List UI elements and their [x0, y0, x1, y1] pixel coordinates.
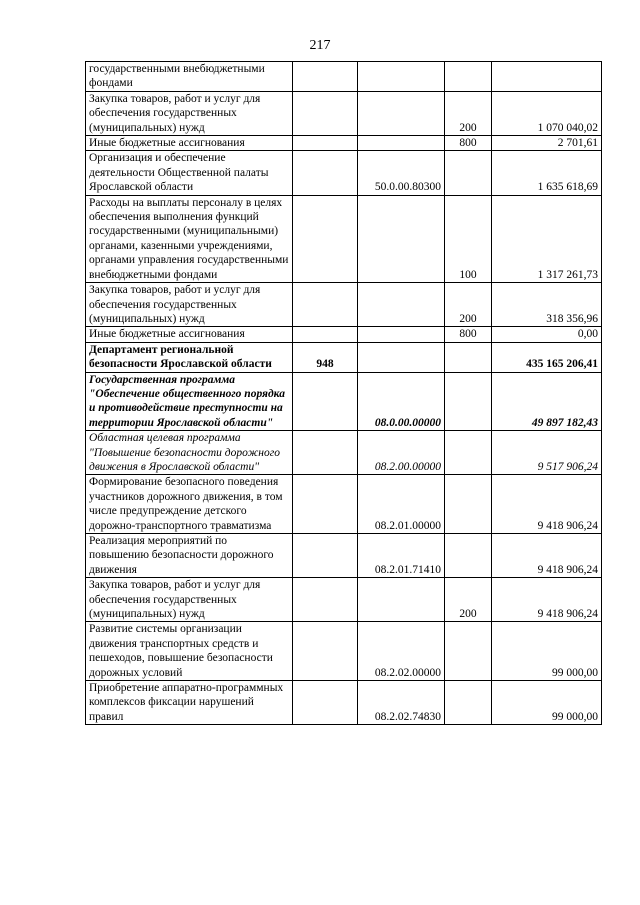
department-code-cell [293, 195, 358, 282]
item-name-cell: Закупка товаров, работ и услуг для обеспечения государственных (муниципальных) нужд [86, 91, 293, 135]
table-row [86, 342, 602, 372]
target-article-cell: 08.2.00.00000 [358, 431, 445, 475]
item-name-cell: Приобретение аппаратно-программных комплексов фиксации нарушений правил [86, 681, 293, 725]
department-code-cell [293, 136, 358, 151]
expense-type-cell [445, 431, 492, 475]
department-code-cell [293, 327, 358, 342]
department-code-cell [293, 283, 358, 327]
amount-cell [492, 62, 602, 92]
amount-cell: 9 517 906,24 [492, 431, 602, 475]
amount-cell: 9 418 906,24 [492, 475, 602, 534]
item-name-cell: Расходы на выплаты персоналу в целях обеспечения выполнения функций государственными (муниципальными) органами, казенными учреждениями, органами управления государственными внебюджетными фондами [86, 195, 293, 282]
amount-cell: 9 418 906,24 [492, 534, 602, 578]
target-article-cell [358, 283, 445, 327]
department-code-cell [293, 431, 358, 475]
amount-cell: 2 701,61 [492, 136, 602, 151]
target-article-cell: 08.2.01.71410 [358, 534, 445, 578]
target-article-cell [358, 342, 445, 372]
item-name-cell: Закупка товаров, работ и услуг для обеспечения государственных (муниципальных) нужд [86, 283, 293, 327]
department-code-cell [293, 578, 358, 622]
department-code-cell [293, 91, 358, 135]
expense-type-cell [445, 622, 492, 681]
expense-type-cell: 200 [445, 283, 492, 327]
expense-type-cell [445, 151, 492, 195]
department-code-cell [293, 534, 358, 578]
table-row [86, 195, 602, 282]
target-article-cell: 08.2.01.00000 [358, 475, 445, 534]
target-article-cell [358, 578, 445, 622]
item-name-cell: Иные бюджетные ассигнования [86, 136, 293, 151]
expense-type-cell [445, 342, 492, 372]
department-code-cell [293, 62, 358, 92]
target-article-cell: 08.0.00.00000 [358, 372, 445, 431]
amount-cell: 318 356,96 [492, 283, 602, 327]
table-row [86, 62, 602, 92]
item-name-cell: Организация и обеспечение деятельности Общественной палаты Ярославской области [86, 151, 293, 195]
target-article-cell [358, 195, 445, 282]
amount-cell: 1 070 040,02 [492, 91, 602, 135]
amount-cell: 99 000,00 [492, 622, 602, 681]
item-name-cell: Департамент региональной безопасности Ярославской области [86, 342, 293, 372]
department-code-cell [293, 622, 358, 681]
expense-type-cell: 800 [445, 327, 492, 342]
expense-type-cell [445, 62, 492, 92]
amount-cell: 1 317 261,73 [492, 195, 602, 282]
expense-type-cell: 800 [445, 136, 492, 151]
target-article-cell: 08.2.02.74830 [358, 681, 445, 725]
expense-type-cell: 200 [445, 91, 492, 135]
item-name-cell: Развитие системы организации движения транспортных средств и пешеходов, повышение безопасности дорожных условий [86, 622, 293, 681]
table-row [86, 475, 602, 534]
table-row [86, 283, 602, 327]
department-code-cell [293, 475, 358, 534]
item-name-cell: Закупка товаров, работ и услуг для обеспечения государственных (муниципальных) нужд [86, 578, 293, 622]
amount-cell: 9 418 906,24 [492, 578, 602, 622]
table-row [86, 681, 602, 725]
item-name-cell: Иные бюджетные ассигнования [86, 327, 293, 342]
table-row [86, 372, 602, 431]
expense-type-cell: 100 [445, 195, 492, 282]
target-article-cell: 50.0.00.80300 [358, 151, 445, 195]
table-row [86, 327, 602, 342]
table-row [86, 136, 602, 151]
item-name-cell: Государственная программа "Обеспечение общественного порядка и противодействие преступности на территории Ярославской области" [86, 372, 293, 431]
department-code-cell [293, 372, 358, 431]
amount-cell: 49 897 182,43 [492, 372, 602, 431]
budget-table [85, 61, 602, 725]
department-code-cell: 948 [293, 342, 358, 372]
table-row [86, 91, 602, 135]
target-article-cell [358, 327, 445, 342]
item-name-cell: Областная целевая программа "Повышение безопасности дорожного движения в Ярославской области" [86, 431, 293, 475]
amount-cell: 1 635 618,69 [492, 151, 602, 195]
target-article-cell [358, 62, 445, 92]
item-name-cell: Реализация мероприятий по повышению безопасности дорожного движения [86, 534, 293, 578]
expense-type-cell [445, 534, 492, 578]
expense-type-cell [445, 372, 492, 431]
expense-type-cell: 200 [445, 578, 492, 622]
table-row [86, 622, 602, 681]
amount-cell: 0,00 [492, 327, 602, 342]
department-code-cell [293, 681, 358, 725]
expense-type-cell [445, 475, 492, 534]
item-name-cell: государственными внебюджетными фондами [86, 62, 293, 92]
table-row [86, 578, 602, 622]
amount-cell: 435 165 206,41 [492, 342, 602, 372]
department-code-cell [293, 151, 358, 195]
target-article-cell [358, 91, 445, 135]
target-article-cell [358, 136, 445, 151]
table-row [86, 534, 602, 578]
item-name-cell: Формирование безопасного поведения участников дорожного движения, в том числе предупреждение детского дорожно-транспортного травматизма [86, 475, 293, 534]
page-number: 217 [309, 38, 331, 53]
amount-cell: 99 000,00 [492, 681, 602, 725]
target-article-cell: 08.2.02.00000 [358, 622, 445, 681]
expense-type-cell [445, 681, 492, 725]
table-row [86, 431, 602, 475]
table-row [86, 151, 602, 195]
